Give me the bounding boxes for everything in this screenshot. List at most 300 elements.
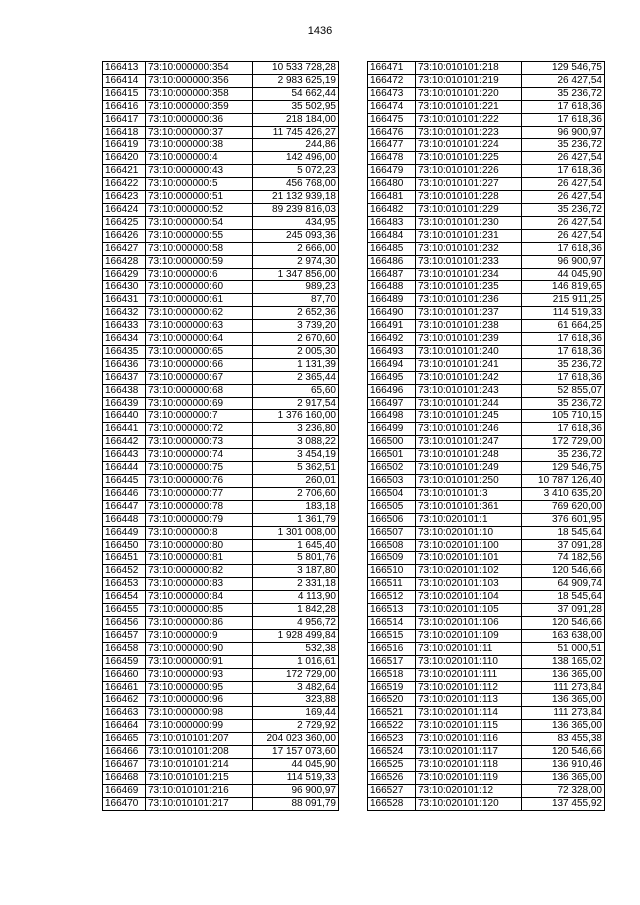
table-row — [103, 410, 339, 423]
table-row — [103, 229, 339, 242]
amount-cell: 51 000,51 — [522, 642, 605, 655]
table-row — [103, 462, 339, 475]
amount-cell: 26 427,54 — [522, 229, 605, 242]
row-number-cell: 166421 — [103, 165, 146, 178]
table-row — [368, 500, 605, 513]
cadastral-number-cell: 73:10:010101:247 — [416, 436, 522, 449]
row-number-cell: 166527 — [368, 784, 416, 797]
amount-cell: 17 618,36 — [522, 165, 605, 178]
cadastral-number-cell: 73:10:000000:80 — [146, 539, 253, 552]
cadastral-number-cell: 73:10:000000:90 — [146, 642, 253, 655]
table-row — [368, 333, 605, 346]
row-number-cell: 166514 — [368, 616, 416, 629]
table-row — [103, 539, 339, 552]
amount-cell: 17 618,36 — [522, 345, 605, 358]
amount-cell: 2 670,60 — [253, 333, 339, 346]
amount-cell: 1 361,79 — [253, 513, 339, 526]
table-row — [368, 578, 605, 591]
row-number-cell: 166463 — [103, 707, 146, 720]
cadastral-number-cell: 73:10:010101:207 — [146, 733, 253, 746]
amount-cell: 2 005,30 — [253, 345, 339, 358]
table-row — [103, 152, 339, 165]
amount-cell: 376 601,95 — [522, 513, 605, 526]
table-row — [103, 784, 339, 797]
cadastral-number-cell: 73:10:010101:250 — [416, 475, 522, 488]
row-number-cell: 166510 — [368, 565, 416, 578]
table-row — [368, 100, 605, 113]
amount-cell: 169,44 — [253, 707, 339, 720]
table-row — [368, 74, 605, 87]
table-row — [368, 591, 605, 604]
table-row — [103, 513, 339, 526]
amount-cell: 35 236,72 — [522, 449, 605, 462]
cadastral-number-cell: 73:10:000000:69 — [146, 397, 253, 410]
table-row — [103, 797, 339, 810]
registry-table-left — [102, 61, 339, 811]
table-row — [368, 629, 605, 642]
row-number-cell: 166472 — [368, 74, 416, 87]
table-row — [103, 320, 339, 333]
amount-cell: 65,60 — [253, 384, 339, 397]
amount-cell: 105 710,15 — [522, 410, 605, 423]
cadastral-number-cell: 73:10:010101:235 — [416, 281, 522, 294]
cadastral-number-cell: 73:10:010101:215 — [146, 771, 253, 784]
table-row — [103, 629, 339, 642]
row-number-cell: 166434 — [103, 333, 146, 346]
amount-cell: 1 301 008,00 — [253, 526, 339, 539]
row-number-cell: 166452 — [103, 565, 146, 578]
row-number-cell: 166481 — [368, 191, 416, 204]
table-row — [103, 165, 339, 178]
cadastral-number-cell: 73:10:010101:241 — [416, 358, 522, 371]
table-row — [103, 681, 339, 694]
cadastral-number-cell: 73:10:020101:112 — [416, 681, 522, 694]
table-row — [368, 436, 605, 449]
row-number-cell: 166414 — [103, 74, 146, 87]
cadastral-number-cell: 73:10:000000:98 — [146, 707, 253, 720]
row-number-cell: 166508 — [368, 539, 416, 552]
amount-cell: 204 023 360,00 — [253, 733, 339, 746]
amount-cell: 1 016,61 — [253, 655, 339, 668]
cadastral-number-cell: 73:10:020101:114 — [416, 707, 522, 720]
row-number-cell: 166525 — [368, 758, 416, 771]
amount-cell: 129 546,75 — [522, 462, 605, 475]
amount-cell: 244,86 — [253, 139, 339, 152]
table-row — [368, 642, 605, 655]
amount-cell: 769 620,00 — [522, 500, 605, 513]
cadastral-number-cell: 73:10:010101:218 — [416, 62, 522, 75]
cadastral-number-cell: 73:10:020101:110 — [416, 655, 522, 668]
cadastral-number-cell: 73:10:000000:76 — [146, 475, 253, 488]
amount-cell: 5 072,23 — [253, 165, 339, 178]
table-row — [368, 539, 605, 552]
row-number-cell: 166489 — [368, 294, 416, 307]
amount-cell: 1 645,40 — [253, 539, 339, 552]
cadastral-number-cell: 73:10:000000:36 — [146, 113, 253, 126]
row-number-cell: 166469 — [103, 784, 146, 797]
table-row — [103, 475, 339, 488]
cadastral-number-cell: 73:10:010101:237 — [416, 307, 522, 320]
table-row — [368, 268, 605, 281]
cadastral-number-cell: 73:10:000000:51 — [146, 191, 253, 204]
cadastral-number-cell: 73:10:000000:37 — [146, 126, 253, 139]
row-number-cell: 166501 — [368, 449, 416, 462]
cadastral-number-cell: 73:10:010101:223 — [416, 126, 522, 139]
cadastral-number-cell: 73:10:000000:63 — [146, 320, 253, 333]
table-row — [368, 87, 605, 100]
table-row — [103, 384, 339, 397]
row-number-cell: 166483 — [368, 216, 416, 229]
row-number-cell: 166475 — [368, 113, 416, 126]
row-number-cell: 166459 — [103, 655, 146, 668]
cadastral-number-cell: 73:10:010101:238 — [416, 320, 522, 333]
amount-cell: 37 091,28 — [522, 539, 605, 552]
row-number-cell: 166500 — [368, 436, 416, 449]
row-number-cell: 166428 — [103, 255, 146, 268]
cadastral-number-cell: 73:10:000000:358 — [146, 87, 253, 100]
amount-cell: 2 706,60 — [253, 487, 339, 500]
table-row — [368, 345, 605, 358]
cadastral-number-cell: 73:10:010101:236 — [416, 294, 522, 307]
amount-cell: 17 618,36 — [522, 113, 605, 126]
amount-cell: 89 239 816,03 — [253, 203, 339, 216]
table-row — [368, 758, 605, 771]
table-row — [368, 694, 605, 707]
amount-cell: 18 545,64 — [522, 526, 605, 539]
row-number-cell: 166413 — [103, 62, 146, 75]
row-number-cell: 166465 — [103, 733, 146, 746]
row-number-cell: 166521 — [368, 707, 416, 720]
cadastral-number-cell: 73:10:000000:81 — [146, 552, 253, 565]
table-row — [103, 616, 339, 629]
row-number-cell: 166509 — [368, 552, 416, 565]
amount-cell: 3 236,80 — [253, 423, 339, 436]
cadastral-number-cell: 73:10:000000:38 — [146, 139, 253, 152]
cadastral-number-cell: 73:10:000000:9 — [146, 629, 253, 642]
table-row — [103, 358, 339, 371]
amount-cell: 114 519,33 — [522, 307, 605, 320]
table-row — [368, 720, 605, 733]
cadastral-number-cell: 73:10:020101:119 — [416, 771, 522, 784]
table-row — [103, 642, 339, 655]
table-row — [103, 746, 339, 759]
cadastral-number-cell: 73:10:000000:72 — [146, 423, 253, 436]
amount-cell: 64 909,74 — [522, 578, 605, 591]
row-number-cell: 166449 — [103, 526, 146, 539]
row-number-cell: 166438 — [103, 384, 146, 397]
amount-cell: 989,23 — [253, 281, 339, 294]
amount-cell: 26 427,54 — [522, 152, 605, 165]
row-number-cell: 166415 — [103, 87, 146, 100]
table-row — [368, 281, 605, 294]
cadastral-number-cell: 73:10:000000:99 — [146, 720, 253, 733]
amount-cell: 136 910,46 — [522, 758, 605, 771]
cadastral-number-cell: 73:10:000000:73 — [146, 436, 253, 449]
table-row — [368, 475, 605, 488]
amount-cell: 61 664,25 — [522, 320, 605, 333]
amount-cell: 5 801,76 — [253, 552, 339, 565]
amount-cell: 4 956,72 — [253, 616, 339, 629]
row-number-cell: 166485 — [368, 242, 416, 255]
row-number-cell: 166427 — [103, 242, 146, 255]
row-number-cell: 166464 — [103, 720, 146, 733]
row-number-cell: 166453 — [103, 578, 146, 591]
cadastral-number-cell: 73:10:000000:43 — [146, 165, 253, 178]
row-number-cell: 166440 — [103, 410, 146, 423]
cadastral-number-cell: 73:10:000000:5 — [146, 178, 253, 191]
amount-cell: 163 638,00 — [522, 629, 605, 642]
amount-cell: 2 666,00 — [253, 242, 339, 255]
cadastral-number-cell: 73:10:000000:85 — [146, 604, 253, 617]
table-row — [103, 268, 339, 281]
amount-cell: 26 427,54 — [522, 74, 605, 87]
table-row — [368, 771, 605, 784]
cadastral-number-cell: 73:10:010101:242 — [416, 371, 522, 384]
row-number-cell: 166458 — [103, 642, 146, 655]
cadastral-number-cell: 73:10:000000:74 — [146, 449, 253, 462]
table-row — [368, 358, 605, 371]
row-number-cell: 166478 — [368, 152, 416, 165]
cadastral-number-cell: 73:10:020101:12 — [416, 784, 522, 797]
row-number-cell: 166486 — [368, 255, 416, 268]
cadastral-number-cell: 73:10:000000:65 — [146, 345, 253, 358]
row-number-cell: 166512 — [368, 591, 416, 604]
table-row — [103, 139, 339, 152]
cadastral-number-cell: 73:10:020101:10 — [416, 526, 522, 539]
table-row — [368, 165, 605, 178]
cadastral-number-cell: 73:10:010101:229 — [416, 203, 522, 216]
cadastral-number-cell: 73:10:000000:52 — [146, 203, 253, 216]
amount-cell: 17 618,36 — [522, 333, 605, 346]
table-row — [103, 294, 339, 307]
cadastral-number-cell: 73:10:020101:11 — [416, 642, 522, 655]
amount-cell: 137 455,92 — [522, 797, 605, 810]
cadastral-number-cell: 73:10:000000:95 — [146, 681, 253, 694]
table-row — [368, 397, 605, 410]
row-number-cell: 166442 — [103, 436, 146, 449]
row-number-cell: 166488 — [368, 281, 416, 294]
cadastral-number-cell: 73:10:000000:84 — [146, 591, 253, 604]
amount-cell: 17 618,36 — [522, 100, 605, 113]
table-row — [368, 746, 605, 759]
row-number-cell: 166494 — [368, 358, 416, 371]
amount-cell: 37 091,28 — [522, 604, 605, 617]
table-row — [103, 500, 339, 513]
table-row — [103, 87, 339, 100]
row-number-cell: 166448 — [103, 513, 146, 526]
cadastral-number-cell: 73:10:000000:55 — [146, 229, 253, 242]
row-number-cell: 166467 — [103, 758, 146, 771]
row-number-cell: 166479 — [368, 165, 416, 178]
row-number-cell: 166436 — [103, 358, 146, 371]
table-row — [368, 681, 605, 694]
table-row — [103, 720, 339, 733]
cadastral-number-cell: 73:10:010101:230 — [416, 216, 522, 229]
table-row — [103, 668, 339, 681]
row-number-cell: 166426 — [103, 229, 146, 242]
cadastral-number-cell: 73:10:000000:59 — [146, 255, 253, 268]
table-row — [368, 565, 605, 578]
table-row — [103, 487, 339, 500]
amount-cell: 35 236,72 — [522, 87, 605, 100]
table-row — [368, 526, 605, 539]
table-row — [103, 397, 339, 410]
table-row — [368, 733, 605, 746]
registry-table-right — [367, 61, 605, 811]
table-row — [103, 526, 339, 539]
cadastral-number-cell: 73:10:000000:4 — [146, 152, 253, 165]
cadastral-number-cell: 73:10:010101:233 — [416, 255, 522, 268]
row-number-cell: 166425 — [103, 216, 146, 229]
amount-cell: 3 739,20 — [253, 320, 339, 333]
amount-cell: 2 365,44 — [253, 371, 339, 384]
cadastral-number-cell: 73:10:010101:224 — [416, 139, 522, 152]
row-number-cell: 166511 — [368, 578, 416, 591]
cadastral-number-cell: 73:10:020101:103 — [416, 578, 522, 591]
amount-cell: 26 427,54 — [522, 191, 605, 204]
cadastral-number-cell: 73:10:000000:67 — [146, 371, 253, 384]
cadastral-number-cell: 73:10:020101:111 — [416, 668, 522, 681]
row-number-cell: 166507 — [368, 526, 416, 539]
cadastral-number-cell: 73:10:010101:249 — [416, 462, 522, 475]
amount-cell: 245 093,36 — [253, 229, 339, 242]
table-row — [368, 216, 605, 229]
amount-cell: 21 132 939,18 — [253, 191, 339, 204]
cadastral-number-cell: 73:10:010101:361 — [416, 500, 522, 513]
table-row — [103, 307, 339, 320]
amount-cell: 136 365,00 — [522, 771, 605, 784]
cadastral-number-cell: 73:10:010101:240 — [416, 345, 522, 358]
table-row — [368, 229, 605, 242]
table-row — [368, 178, 605, 191]
row-number-cell: 166431 — [103, 294, 146, 307]
amount-cell: 35 236,72 — [522, 397, 605, 410]
amount-cell: 456 768,00 — [253, 178, 339, 191]
row-number-cell: 166495 — [368, 371, 416, 384]
row-number-cell: 166429 — [103, 268, 146, 281]
row-number-cell: 166435 — [103, 345, 146, 358]
cadastral-number-cell: 73:10:020101:1 — [416, 513, 522, 526]
amount-cell: 26 427,54 — [522, 216, 605, 229]
table-row — [368, 616, 605, 629]
row-number-cell: 166450 — [103, 539, 146, 552]
table-row — [368, 371, 605, 384]
cadastral-number-cell: 73:10:000000:61 — [146, 294, 253, 307]
table-row — [103, 707, 339, 720]
row-number-cell: 166482 — [368, 203, 416, 216]
table-row — [103, 449, 339, 462]
cadastral-number-cell: 73:10:020101:120 — [416, 797, 522, 810]
row-number-cell: 166462 — [103, 694, 146, 707]
table-row — [103, 242, 339, 255]
row-number-cell: 166526 — [368, 771, 416, 784]
cadastral-number-cell: 73:10:010101:214 — [146, 758, 253, 771]
row-number-cell: 166496 — [368, 384, 416, 397]
cadastral-number-cell: 73:10:020101:102 — [416, 565, 522, 578]
cadastral-number-cell: 73:10:000000:75 — [146, 462, 253, 475]
amount-cell: 142 496,00 — [253, 152, 339, 165]
table-row — [368, 784, 605, 797]
table-row — [368, 294, 605, 307]
cadastral-number-cell: 73:10:010101:3 — [416, 487, 522, 500]
amount-cell: 111 273,84 — [522, 681, 605, 694]
table-row — [368, 487, 605, 500]
amount-cell: 138 165,02 — [522, 655, 605, 668]
amount-cell: 3 187,80 — [253, 565, 339, 578]
row-number-cell: 166504 — [368, 487, 416, 500]
cadastral-number-cell: 73:10:010101:208 — [146, 746, 253, 759]
row-number-cell: 166455 — [103, 604, 146, 617]
cadastral-number-cell: 73:10:010101:243 — [416, 384, 522, 397]
amount-cell: 96 900,97 — [253, 784, 339, 797]
row-number-cell: 166524 — [368, 746, 416, 759]
table-row — [368, 242, 605, 255]
table-row — [103, 436, 339, 449]
row-number-cell: 166498 — [368, 410, 416, 423]
amount-cell: 96 900,97 — [522, 126, 605, 139]
cadastral-number-cell: 73:10:000000:64 — [146, 333, 253, 346]
amount-cell: 1 131,39 — [253, 358, 339, 371]
table-row — [103, 758, 339, 771]
table-row — [368, 604, 605, 617]
amount-cell: 44 045,90 — [522, 268, 605, 281]
amount-cell: 17 618,36 — [522, 423, 605, 436]
amount-cell: 54 662,44 — [253, 87, 339, 100]
table-row — [368, 668, 605, 681]
cadastral-number-cell: 73:10:020101:106 — [416, 616, 522, 629]
cadastral-number-cell: 73:10:020101:105 — [416, 604, 522, 617]
row-number-cell: 166499 — [368, 423, 416, 436]
cadastral-number-cell: 73:10:000000:83 — [146, 578, 253, 591]
row-number-cell: 166470 — [103, 797, 146, 810]
cadastral-number-cell: 73:10:010101:245 — [416, 410, 522, 423]
table-row — [368, 320, 605, 333]
amount-cell: 2 331,18 — [253, 578, 339, 591]
row-number-cell: 166468 — [103, 771, 146, 784]
table-row — [103, 371, 339, 384]
row-number-cell: 166474 — [368, 100, 416, 113]
cadastral-number-cell: 73:10:010101:216 — [146, 784, 253, 797]
amount-cell: 4 113,90 — [253, 591, 339, 604]
cadastral-number-cell: 73:10:020101:117 — [416, 746, 522, 759]
amount-cell: 72 328,00 — [522, 784, 605, 797]
cadastral-number-cell: 73:10:000000:60 — [146, 281, 253, 294]
table-row — [103, 281, 339, 294]
row-number-cell: 166446 — [103, 487, 146, 500]
amount-cell: 35 236,72 — [522, 139, 605, 152]
cadastral-number-cell: 73:10:020101:116 — [416, 733, 522, 746]
cadastral-number-cell: 73:10:020101:104 — [416, 591, 522, 604]
amount-cell: 2 974,30 — [253, 255, 339, 268]
row-number-cell: 166430 — [103, 281, 146, 294]
row-number-cell: 166444 — [103, 462, 146, 475]
row-number-cell: 166456 — [103, 616, 146, 629]
page-number: 1436 — [307, 25, 333, 37]
amount-cell: 114 519,33 — [253, 771, 339, 784]
row-number-cell: 166519 — [368, 681, 416, 694]
table-row — [368, 191, 605, 204]
table-row — [103, 655, 339, 668]
amount-cell: 111 273,84 — [522, 707, 605, 720]
amount-cell: 11 745 426,27 — [253, 126, 339, 139]
row-number-cell: 166517 — [368, 655, 416, 668]
table-row — [103, 694, 339, 707]
amount-cell: 136 365,00 — [522, 720, 605, 733]
row-number-cell: 166518 — [368, 668, 416, 681]
table-row — [103, 578, 339, 591]
table-row — [368, 203, 605, 216]
cadastral-number-cell: 73:10:020101:109 — [416, 629, 522, 642]
